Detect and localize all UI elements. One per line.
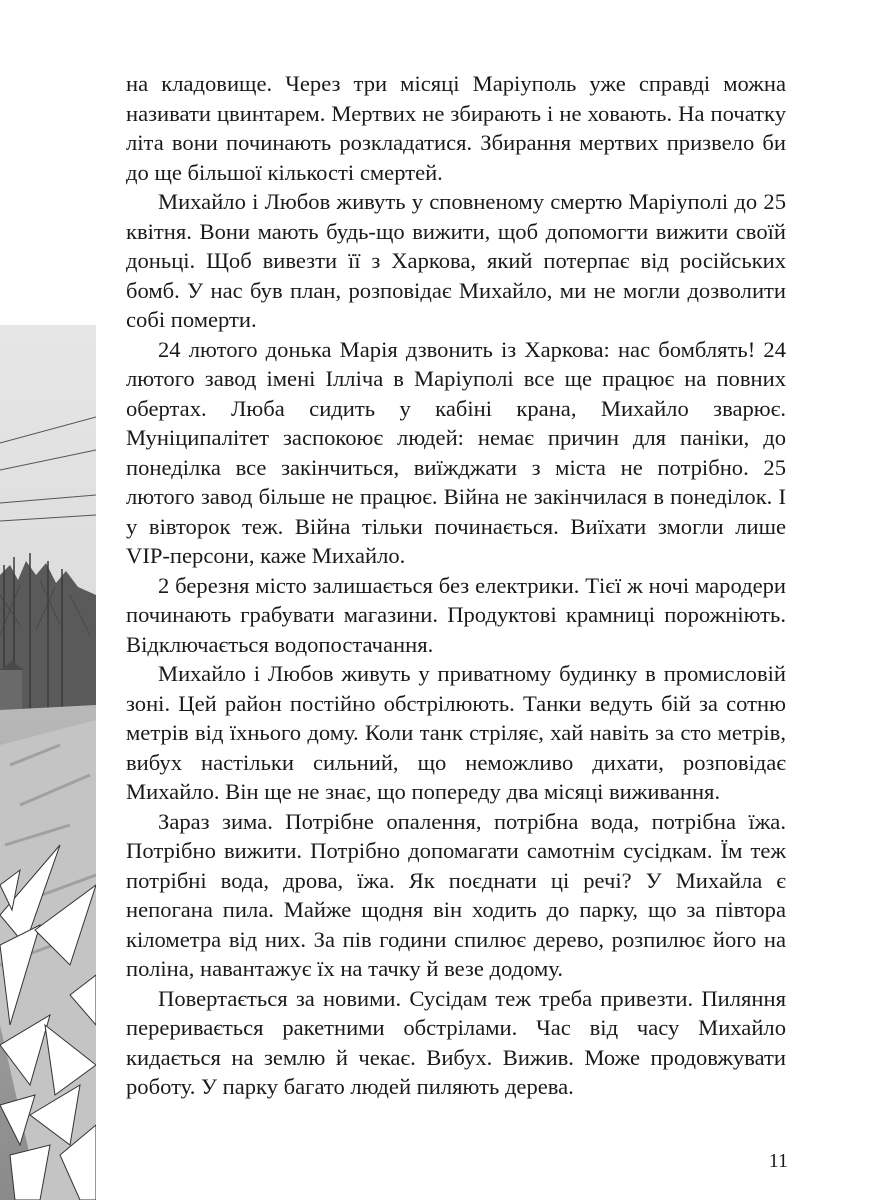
paragraph-7: Повертається за новими. Сусідам теж треба привезти. Пиляння переривається ракетними обстрілами. Час від часу Михайло кидається на землю й чекає. Вибух. Вижив. Може продовжувати роботу. У парку багато людей пиляють дерева.	[126, 985, 786, 1099]
paragraph-2: Михайло і Любов живуть у сповненому смертю Маріуполі до 25 квітня. Вони мають будь-що вижити, щоб допомогти вижити своїй доньці. Щоб вивезти її з Харкова, який потерпає від російських бомб. У нас був план, розповідає Михайло, ми не могли дозволити собі померти.	[126, 189, 786, 332]
body-text	[126, 69, 786, 1102]
paragraph-4: 2 березня місто залишається без електрики. Тієї ж ночі мародери починають грабувати магазини. Продуктові крамниці порожніють. Відключається водопостачання.	[126, 572, 786, 657]
winter-road-photo	[0, 325, 96, 1200]
paragraph-3: 24 лютого донька Марія дзвонить із Харкова: нас бомблять! 24 лютого завод імені Ілліча в Маріуполі все ще працює на повних обертах. Люба сидить у кабіні крана, Михайло зварює. Муніципалітет заспокоює людей: немає причин для паніки, до понеділка все закінчиться, виїжджати з міста не потрібно. 25 лютого завод більше не працює. Війна не закінчилася в понеділок. І у вівторок теж. Війна тільки починається. Виїхати змогли лише VIP-персони, каже Михайло.	[126, 336, 786, 568]
paragraph-6: Зараз зима. Потрібне опалення, потрібна вода, потрібна їжа. Потрібно вижити. Потрібно допомагати самотнім сусідкам. Їм теж потрібні вода, дрова, їжа. Як поєднати ці речі? У Михайла є непогана пила. Майже щодня він ходить до парку, що за півтора кілометра від них. За пів години спилює дерево, розпилює його на поліна, навантажує їх на тачку й везе додому.	[126, 808, 786, 981]
paragraph-5: Михайло і Любов живуть у приватному будинку в промисловій зоні. Цей район постійно обстрілюють. Танки ведуть бій за сотню метрів від їхнього дому. Коли танк стріляє, хай навіть за сто метрів, вибух настільки сильний, що неможливо дихати, розповідає Михайло. Він ще не знає, що попереду два місяці виживання.	[126, 661, 786, 804]
photo-illustration	[0, 325, 96, 1200]
paragraph-1: на кладовище. Через три місяці Маріуполь уже справді можна називати цвинтарем. Мертвих не збирають і не ховають. На початку літа вони починають розкладатися. Збирання мертвих призвело би до ще більшої кількості смертей.	[126, 71, 786, 185]
page-number: 11	[768, 1150, 788, 1172]
